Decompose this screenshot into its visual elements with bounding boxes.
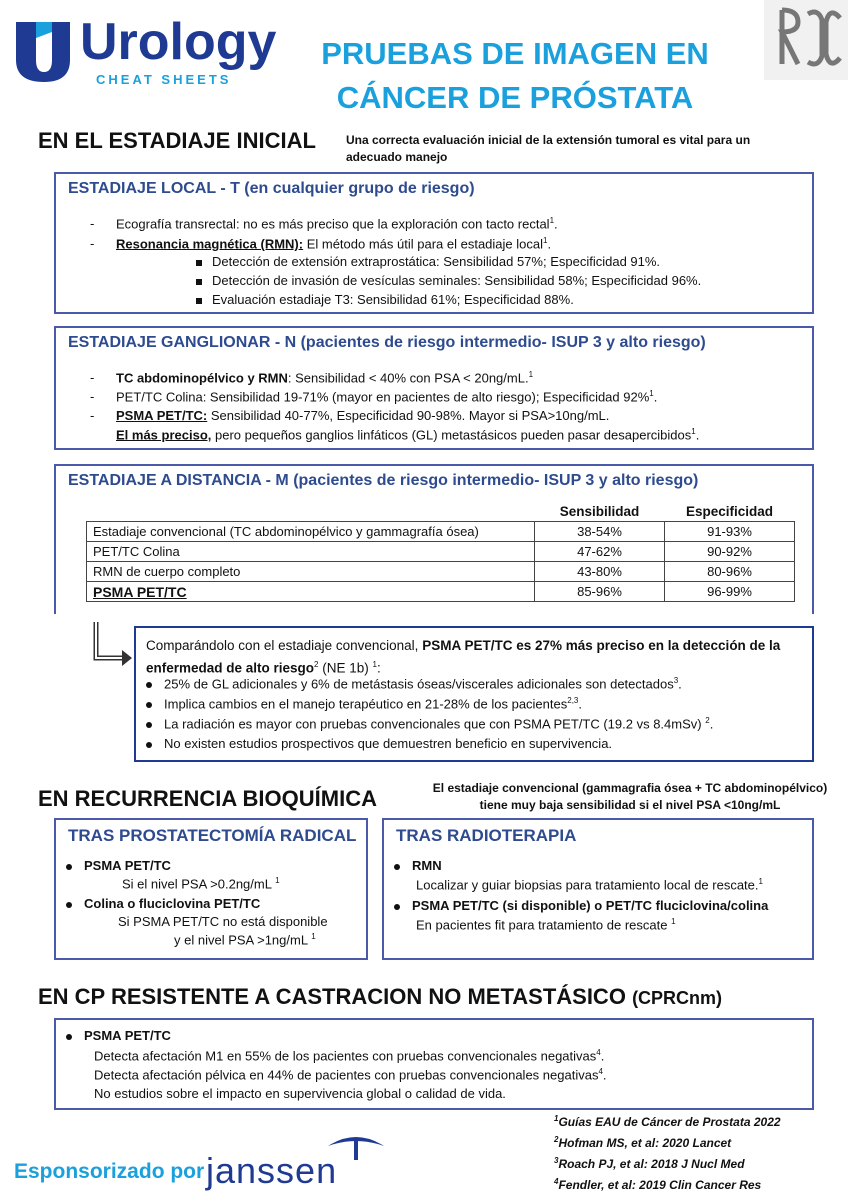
most-precise-label: El más preciso, <box>116 427 212 443</box>
local-sub-3 <box>196 292 574 307</box>
radiotherapy-item-1 <box>394 858 442 873</box>
comparison-bold: PSMA PET/TC es 27% más preciso en la detección de la enfermedad de alto riesgo <box>146 638 781 676</box>
radiotherapy-title: TRAS RADIOTERAPIA <box>396 826 577 845</box>
row-sens: 38-54% <box>535 522 665 542</box>
prostatectomy-item-2-sub-2-text: y el nivel PSA >1ng/mL <box>174 932 308 948</box>
local-sub-2-text: Detección de invasión de vesículas seminales: Sensibilidad 58%; Especificidad 96%. <box>212 273 702 288</box>
dash-bullet: - <box>90 370 95 385</box>
local-staging-title: ESTADIAJE LOCAL - T (en cualquier grupo de riesgo) <box>68 180 475 197</box>
crpc-box <box>54 1018 814 1110</box>
row-sens: 43-80% <box>535 562 665 582</box>
radiotherapy-box <box>382 818 814 960</box>
reference-4-text: Fendler, et al: 2019 Clin Cancer Res <box>558 1178 762 1192</box>
radiotherapy-item-1-sub: Localizar y guiar biopsias para tratamiento local de rescate.$^1$ <box>416 877 763 893</box>
reference-3: $^3$Roach PJ, et al: 2018 J Nucl Med <box>554 1156 745 1171</box>
local-item-1: Ecografía transrectal: no es más preciso que la exploración con tacto rectal$^1$. <box>116 216 558 232</box>
comparison-bullet-1-text: 25% de GL adicionales y 6% de metástasis óseas/viscerales adicionales son detectados <box>164 676 674 692</box>
comparison-intro: Comparándolo con el estadiaje convencional, PSMA PET/TC es 27% más preciso en la detección de la enfermedad de alto riesgo$^2$ (NE 1b) $^1$: <box>146 638 781 676</box>
dash-bullet: - <box>90 389 95 404</box>
comparison-bullet-4-text: No existen estudios prospectivos que demuestren beneficio en supervivencia. <box>164 736 613 751</box>
local-sub-3-text: Evaluación estadiaje T3: Sensibilidad 61%; Especificidad 88%. <box>212 292 574 307</box>
radiotherapy-item-2-sub: En pacientes fit para tratamiento de rescate $^1$ <box>416 917 676 933</box>
reference-1-text: Guías EAU de Cáncer de Prostata 2022 <box>558 1115 781 1129</box>
row-spec: 96-99% <box>665 582 795 602</box>
logo-word: Urology <box>80 13 277 71</box>
table-header-blank <box>87 502 535 522</box>
dash-bullet: - <box>90 236 95 251</box>
table-row <box>87 522 795 542</box>
radiotherapy-item-2 <box>394 898 768 913</box>
row-label: PET/TC Colina <box>87 542 535 562</box>
page-title <box>300 32 730 120</box>
janssen-logo: janssen <box>206 1150 338 1191</box>
prostatectomy-item-1-sub-text: Si el nivel PSA >0.2ng/mL <box>122 876 272 892</box>
title-line-2: CÁNCER DE PRÓSTATA <box>336 80 694 115</box>
crpc-item <box>66 1028 171 1043</box>
arrow-down-right-icon <box>90 620 134 670</box>
radiotherapy-item-1-text: RMN <box>412 858 442 873</box>
local-sub-1-text: Detección de extensión extraprostática: Sensibilidad 57%; Especificidad 91%. <box>212 254 661 269</box>
roc-logo-icon <box>764 0 848 80</box>
references <box>554 1110 781 1194</box>
nodal-item-3 <box>116 408 609 423</box>
recurrence-note-1: El estadiaje convencional (gammagrafia ósea + TC abdominopélvico) <box>432 781 828 795</box>
table-row <box>87 562 795 582</box>
prostatectomy-item-2 <box>66 896 260 911</box>
prostatectomy-title: TRAS PROSTATECTOMÍA RADICAL <box>68 826 357 845</box>
psma-label: PSMA PET/TC: <box>116 408 208 423</box>
table-header-spec: Especificidad <box>685 504 774 519</box>
nodal-staging-box <box>54 326 814 450</box>
row-spec: 80-96% <box>665 562 795 582</box>
comparison-bullet-4 <box>146 736 612 751</box>
janssen-swoosh-icon <box>326 1132 386 1162</box>
nodal-item-1-bold: TC abdominopélvico y RMN <box>116 370 288 386</box>
row-label: PSMA PET/TC <box>87 582 535 602</box>
crpc-line-3: No estudios sobre el impacto en supervivencia global o calidad de vida. <box>94 1086 506 1101</box>
comparison-bullet-3: La radiación es mayor con pruebas convencionales que con PSMA PET/TC (19.2 vs 8.4mSv) $^2$. <box>146 716 713 731</box>
crpc-heading <box>38 984 722 1010</box>
prostatectomy-item-2-sub-2: y el nivel PSA >1ng/mL $^1$ <box>174 932 316 948</box>
comparison-lead: Comparándolo con el estadiaje convencional, <box>146 638 423 653</box>
sponsor-label: Esponsorizado por <box>14 1160 205 1183</box>
dash-bullet: - <box>90 408 95 423</box>
row-sens: 85-96% <box>535 582 665 602</box>
title-line-1: PRUEBAS DE IMAGEN EN <box>321 36 709 71</box>
crpc-line-2: Detecta afectación pélvica en 44% de pacientes con pruebas convencionales negativas$^4$. <box>94 1067 607 1083</box>
distant-table <box>86 502 795 602</box>
comparison-box <box>134 626 814 762</box>
row-label: RMN de cuerpo completo <box>87 562 535 582</box>
crpc-heading-text: EN CP RESISTENTE A CASTRACION NO METASTÁSICO <box>38 984 626 1009</box>
nodal-staging-title: ESTADIAJE GANGLIONAR - N (pacientes de riesgo intermedio- ISUP 3 y alto riesgo) <box>68 334 706 351</box>
nodal-item-2: PET/TC Colina: Sensibilidad 19-71% (mayor en pacientes de alto riesgo); Especificidad 92%$^1$. <box>116 389 658 405</box>
row-spec: 90-92% <box>665 542 795 562</box>
radiotherapy-item-1-sub-text: Localizar y guiar biopsias para tratamiento local de rescate. <box>416 877 759 893</box>
reference-3-text: Roach PJ, et al: 2018 J Nucl Med <box>558 1157 745 1171</box>
table-row <box>87 542 795 562</box>
row-spec: 91-93% <box>665 522 795 542</box>
dash-bullet: - <box>90 216 95 231</box>
reference-1: $^1$Guías EAU de Cáncer de Prostata 2022 <box>554 1114 781 1129</box>
prostatectomy-item-1-text: PSMA PET/TC <box>84 858 171 873</box>
reference-2: $^2$Hofman MS, et al: 2020 Lancet <box>554 1135 732 1150</box>
nodal-item-1: TC abdominopélvico y RMN: Sensibilidad < 40% con PSA < 20ng/mL.$^1$ <box>116 370 534 386</box>
nodal-item-3-text: Sensibilidad 40-77%, Especificidad 90-98%. Mayor si PSA>10ng/mL. <box>207 408 610 423</box>
radiotherapy-item-2-text: PSMA PET/TC (si disponible) o PET/TC fluciclovina/colina <box>412 898 769 913</box>
prostatectomy-item-1 <box>66 858 171 873</box>
comparison-bullet-1: 25% de GL adicionales y 6% de metástasis óseas/viscerales adicionales son detectados$^3$. <box>146 676 682 691</box>
prostatectomy-item-1-sub: Si el nivel PSA >0.2ng/mL $^1$ <box>122 876 280 892</box>
comparison-bullet-2: Implica cambios en el manejo terapéutico en 21-28% de los pacientes$^{2,3}$. <box>146 696 582 711</box>
comparison-bullet-2-text: Implica cambios en el manejo terapéutico en 21-28% de los pacientes <box>164 696 568 712</box>
row-label: Estadiaje convencional (TC abdominopélvico y gammagrafía ósea) <box>87 522 535 542</box>
comparison-tail: (NE 1b) <box>318 660 369 676</box>
table-row <box>87 582 795 602</box>
nodal-item-4-text: pero pequeños ganglios linfáticos (GL) metastásicos pueden pasar desapercibidos <box>211 427 692 443</box>
local-staging-box <box>54 172 814 314</box>
crpc-item-text: PSMA PET/TC <box>84 1028 171 1043</box>
row-sens: 47-62% <box>535 542 665 562</box>
local-item-2-text: El método más útil para el estadiaje local <box>303 236 543 252</box>
recurrence-heading: EN RECURRENCIA BIOQUÍMICA <box>38 786 377 811</box>
prostatectomy-box <box>54 818 368 960</box>
urology-logo-icon <box>14 18 72 84</box>
distant-staging-title: ESTADIAJE A DISTANCIA - M (pacientes de riesgo intermedio- ISUP 3 y alto riesgo) <box>68 472 699 489</box>
rmn-label: Resonancia magnética (RMN): <box>116 236 304 252</box>
reference-2-text: Hofman MS, et al: 2020 Lancet <box>558 1136 732 1150</box>
local-item-2: Resonancia magnética (RMN): El método más útil para el estadiaje local$^1$. <box>116 236 552 252</box>
initial-staging-note: Una correcta evaluación inicial de la extensión tumoral es vital para un adecuado manejo <box>346 133 751 164</box>
recurrence-note-2: tiene muy baja sensibilidad si el nivel PSA <10ng/mL <box>479 798 781 812</box>
crpc-line-2-text: Detecta afectación pélvica en 44% de pacientes con pruebas convencionales negativas <box>94 1067 599 1083</box>
nodal-item-4: El más preciso, pero pequeños ganglios linfáticos (GL) metastásicos pueden pasar desapercibidos$^1$. <box>116 427 700 443</box>
table-header-sens: Sensibilidad <box>559 504 640 519</box>
crpc-line-1: Detecta afectación M1 en 55% de los pacientes con pruebas convencionales negativas$^4$. <box>94 1048 605 1064</box>
crpc-heading-tag: (CPRCnm) <box>632 988 723 1008</box>
local-sub-2 <box>196 273 701 288</box>
logo-subtitle: CHEAT SHEETS <box>96 72 232 87</box>
comparison-bullet-3-text: La radiación es mayor con pruebas convencionales que con PSMA PET/TC (19.2 vs 8.4mSv) <box>164 716 702 732</box>
local-item-1-text: Ecografía transrectal: no es más preciso que la exploración con tacto rectal <box>116 216 550 232</box>
prostatectomy-item-2-text: Colina o fluciclovina PET/TC <box>84 896 261 911</box>
crpc-line-1-text: Detecta afectación M1 en 55% de los pacientes con pruebas convencionales negativas <box>94 1048 597 1064</box>
reference-4: $^4$Fendler, et al: 2019 Clin Cancer Res <box>554 1177 762 1192</box>
local-sub-1 <box>196 254 660 269</box>
initial-staging-heading: EN EL ESTADIAJE INICIAL <box>38 128 316 153</box>
nodal-item-1-text: : Sensibilidad < 40% con PSA < 20ng/mL. <box>287 370 529 386</box>
prostatectomy-item-2-sub-1: Si PSMA PET/TC no está disponible <box>118 914 328 929</box>
radiotherapy-item-2-sub-text: En pacientes fit para tratamiento de rescate <box>416 917 668 933</box>
table-header-row <box>87 502 795 522</box>
recurrence-note <box>420 780 840 814</box>
nodal-item-2-text: PET/TC Colina: Sensibilidad 19-71% (mayor en pacientes de alto riesgo); Especificidad 92% <box>116 389 650 405</box>
